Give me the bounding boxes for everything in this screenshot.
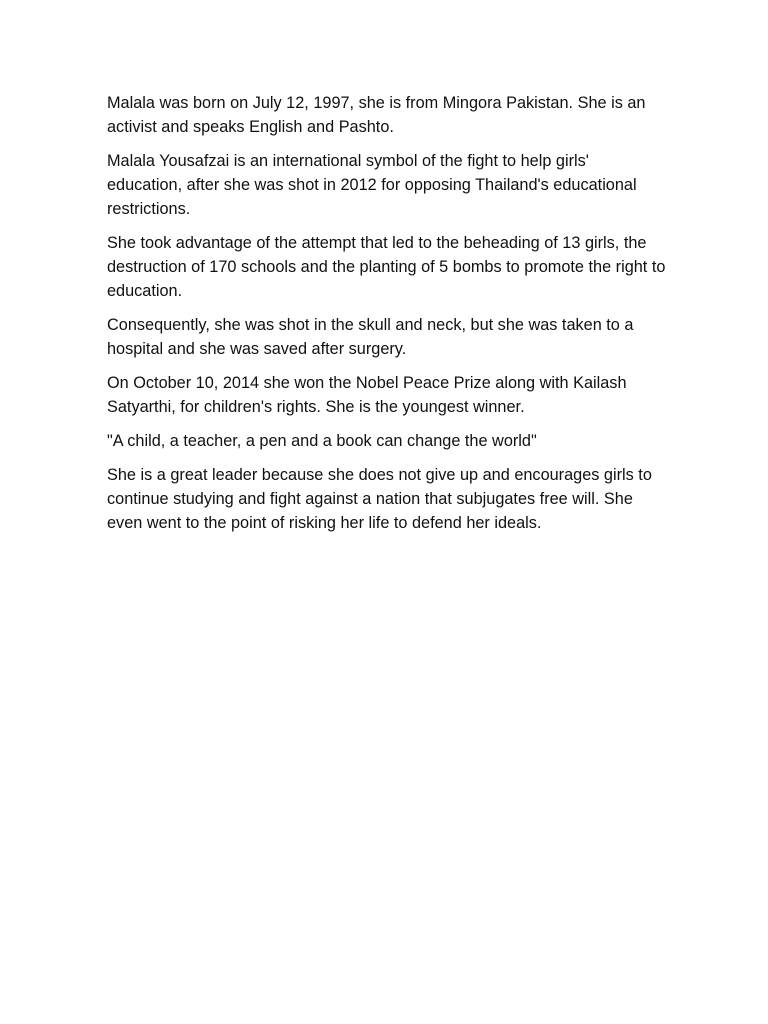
paragraph-birth: Malala was born on July 12, 1997, she is from Mingora Pakistan. She is an activist and speaks English and Pashto.	[107, 94, 646, 136]
paragraph-surgery: Consequently, she was shot in the skull and neck, but she was taken to a hospital and she was saved after surgery.	[107, 316, 634, 358]
paragraph-leader: She is a great leader because she does not give up and encourages girls to continue studying and fight against a nation that subjugates free will. She even went to the point of risking her life to defend her ideals.	[107, 466, 652, 532]
paragraph-symbol: Malala Yousafzai is an international symbol of the fight to help girls' education, after she was shot in 2012 for opposing Thailand's educational restrictions.	[107, 152, 637, 218]
paragraph-nobel: On October 10, 2014 she won the Nobel Peace Prize along with Kailash Satyarthi, for children's rights. She is the youngest winner.	[107, 374, 627, 416]
paragraph-attack: She took advantage of the attempt that led to the beheading of 13 girls, the destruction of 170 schools and the planting of 5 bombs to promote the right to education.	[107, 234, 666, 300]
document-body	[107, 91, 667, 545]
paragraph-quote: "A child, a teacher, a pen and a book can change the world"	[107, 432, 537, 450]
